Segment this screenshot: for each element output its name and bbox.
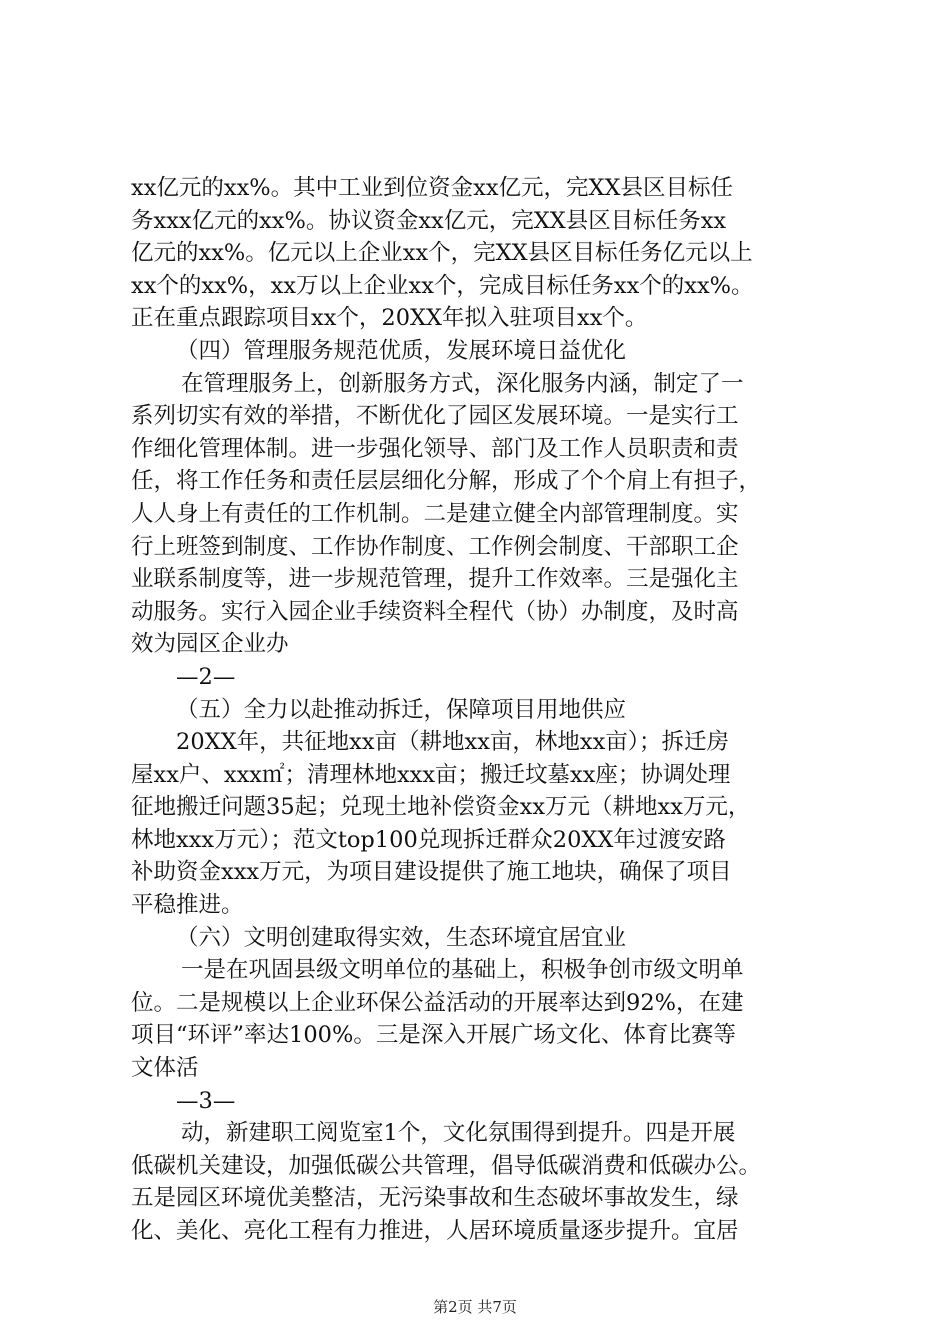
document-body [131, 172, 831, 1248]
page-footer: 第2页 共7页 [433, 1298, 517, 1316]
body-line: 行上班签到制度、工作协作制度、工作例会制度、干部职工企 [131, 533, 739, 560]
body-line: xx个的xx%，xx万以上企业xx个，完成目标任务xx个的xx%。 [131, 272, 754, 299]
body-line: 征地搬迁问题35起；兑现土地补偿资金xx万元（耕地xx万元， [131, 794, 751, 821]
section-heading-6: （六）文明创建取得实效，生态环境宜居宜业 [176, 924, 627, 951]
paragraph-start: 动，新建职工阅览室1个，文化氛围得到提升。四是开展 [181, 1120, 736, 1147]
paragraph-start: 一是在巩固县级文明单位的基础上，积极争创市级文明单 [181, 957, 744, 984]
body-line: 低碳机关建设，加强低碳公共管理，倡导低碳消费和低碳办公。 [131, 1152, 762, 1179]
section-heading-5: （五）全力以赴推动拆迁，保障项目用地供应 [176, 696, 627, 723]
inline-page-number: —3— [176, 1087, 236, 1114]
body-line: 平稳推进。 [131, 892, 244, 919]
body-line: 项目“环评”率达100%。三是深入开展广场文化、体育比赛等 [131, 1022, 736, 1049]
body-line: 动服务。实行入园企业手续资料全程代（协）办制度，及时高 [131, 598, 739, 625]
body-line: 位。二是规模以上企业环保公益活动的开展率达到92%，在建 [131, 989, 744, 1016]
paragraph-start: 20XX年，共征地xx亩（耕地xx亩，林地xx亩）；拆迁房 [176, 729, 730, 756]
body-line: 效为园区企业办 [131, 631, 289, 658]
body-line: 人人身上有责任的工作机制。二是建立健全内部管理制度。实 [131, 500, 739, 527]
body-line: 作细化管理体制。进一步强化领导、部门及工作人员职责和责 [131, 435, 739, 462]
body-line: 化、美化、亮化工程有力推进，人居环境质量逐步提升。宜居 [131, 1218, 739, 1244]
body-line: 林地xxx万元）；范文top100兑现拆迁群众20XX年过渡安路 [131, 826, 726, 853]
body-line: 系列切实有效的举措，不断优化了园区发展环境。一是实行工 [131, 403, 739, 430]
paragraph-start: 在管理服务上，创新服务方式，深化服务内涵，制定了一 [181, 370, 744, 397]
body-line: 务xxx亿元的xx%。协议资金xx亿元，完XX县区目标任务xx [131, 207, 727, 234]
body-line: 五是园区环境优美整洁，无污染事故和生态破坏事故发生，绿 [131, 1185, 739, 1212]
body-line: 文体活 [131, 1055, 199, 1082]
inline-page-number: —2— [176, 663, 236, 690]
body-line: 业联系制度等，进一步规范管理，提升工作效率。三是强化主 [131, 566, 739, 593]
section-heading-4: （四）管理服务规范优质，发展环境日益优化 [176, 337, 627, 364]
body-line: 屋xx户、xxx㎡；清理林地xxx亩；搬迁坟墓xx座；协调处理 [131, 761, 731, 788]
body-line: 正在重点跟踪项目xx个，20XX年拟入驻项目xx个。 [131, 305, 648, 332]
body-line: 补助资金xxx万元，为项目建设提供了施工地块，确保了项目 [131, 859, 732, 886]
body-line: xx亿元的xx%。其中工业到位资金xx亿元，完XX县区目标任 [131, 175, 734, 201]
body-line: 亿元的xx%。亿元以上企业xx个，完XX县区目标任务亿元以上 [131, 240, 753, 267]
body-line: 任，将工作任务和责任层层细化分解，形成了个个肩上有担子， [131, 468, 762, 495]
